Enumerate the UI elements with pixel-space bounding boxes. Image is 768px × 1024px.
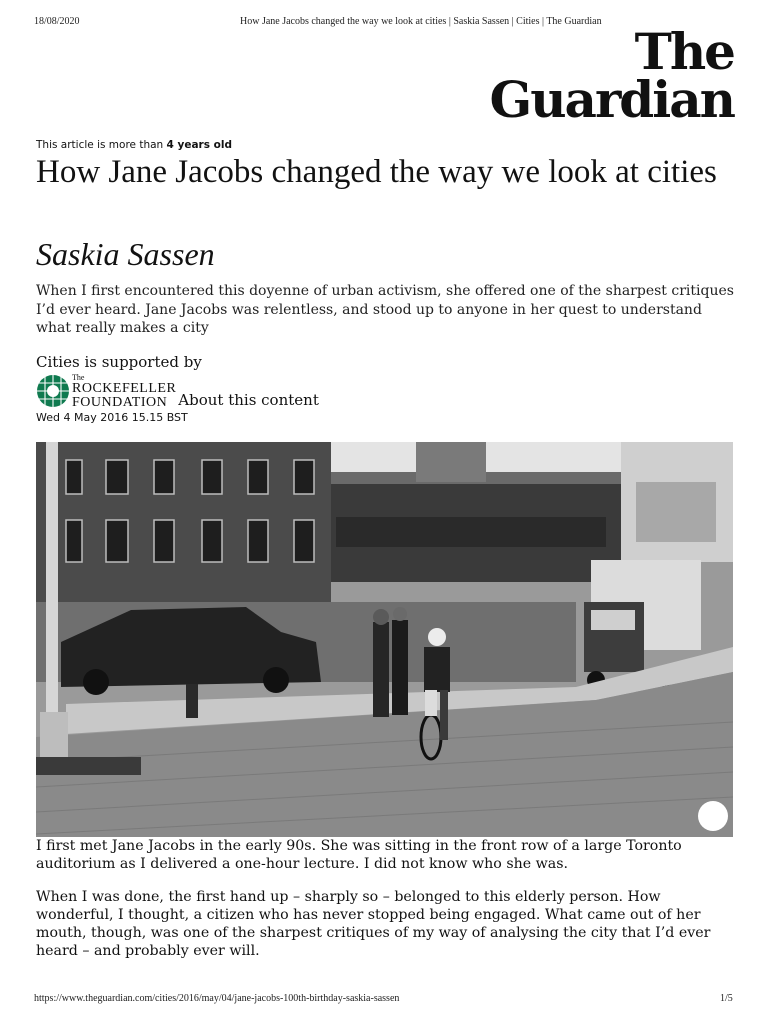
- print-url: https://www.theguardian.com/cities/2016/may/04/jane-jacobs-100th-birthday-saskia-sassen: [34, 993, 400, 1004]
- body-paragraph: I first met Jane Jacobs in the early 90s. She was sitting in the front row of a large Toronto auditorium as I delivered a one-hour lecture. I did not know who she was.: [36, 838, 682, 872]
- age-value: 4 years old: [166, 139, 232, 151]
- sponsor-line-1: ROCKEFELLER: [72, 381, 177, 396]
- author-byline[interactable]: Saskia Sassen: [36, 236, 215, 272]
- sponsor-the: The: [72, 373, 85, 382]
- sponsor-label: Cities is supported by: [36, 353, 202, 371]
- article-headline: How Jane Jacobs changed the way we look at cities: [36, 154, 717, 190]
- guardian-logo[interactable]: [489, 22, 735, 129]
- article-age-notice: [36, 139, 232, 151]
- print-page-number: 1/5: [720, 993, 733, 1004]
- publication-date: Wed 4 May 2016 15.15 BST: [36, 411, 188, 424]
- article-standfirst: When I first encountered this doyenne of urban activism, she offered one of the sharpest critiques I’d ever heard. Jane Jacobs was relentless, and stood up to anyone in her quest to understand what really makes a city: [36, 283, 734, 336]
- age-prefix: This article is more than: [36, 139, 167, 151]
- rockefeller-wordmark[interactable]: [72, 374, 176, 410]
- rockefeller-logo-mark[interactable]: [36, 374, 70, 408]
- logo-line-2: Guardian: [489, 70, 734, 129]
- article-photo: [36, 442, 733, 837]
- sponsor-row: [36, 373, 319, 409]
- print-title: How Jane Jacobs changed the way we look at cities | Saskia Sassen | Cities | The Guardian: [240, 16, 602, 27]
- about-this-content-link[interactable]: About this content: [178, 391, 319, 409]
- sponsor-line-2: FOUNDATION: [72, 395, 168, 410]
- expand-icon[interactable]: [698, 801, 728, 831]
- logo-line-1: The: [634, 22, 734, 81]
- street-scene-illustration: [36, 442, 733, 837]
- body-paragraph: When I was done, the first hand up – sharply so – belonged to this elderly person. How wonderful, I thought, a citizen who has never stopped being engaged. What came out of her mouth, though, was one of the sharpest critiques of my way of analysing the city that I’d ever heard – and probably ever will.: [36, 889, 711, 959]
- print-date: 18/08/2020: [34, 16, 80, 27]
